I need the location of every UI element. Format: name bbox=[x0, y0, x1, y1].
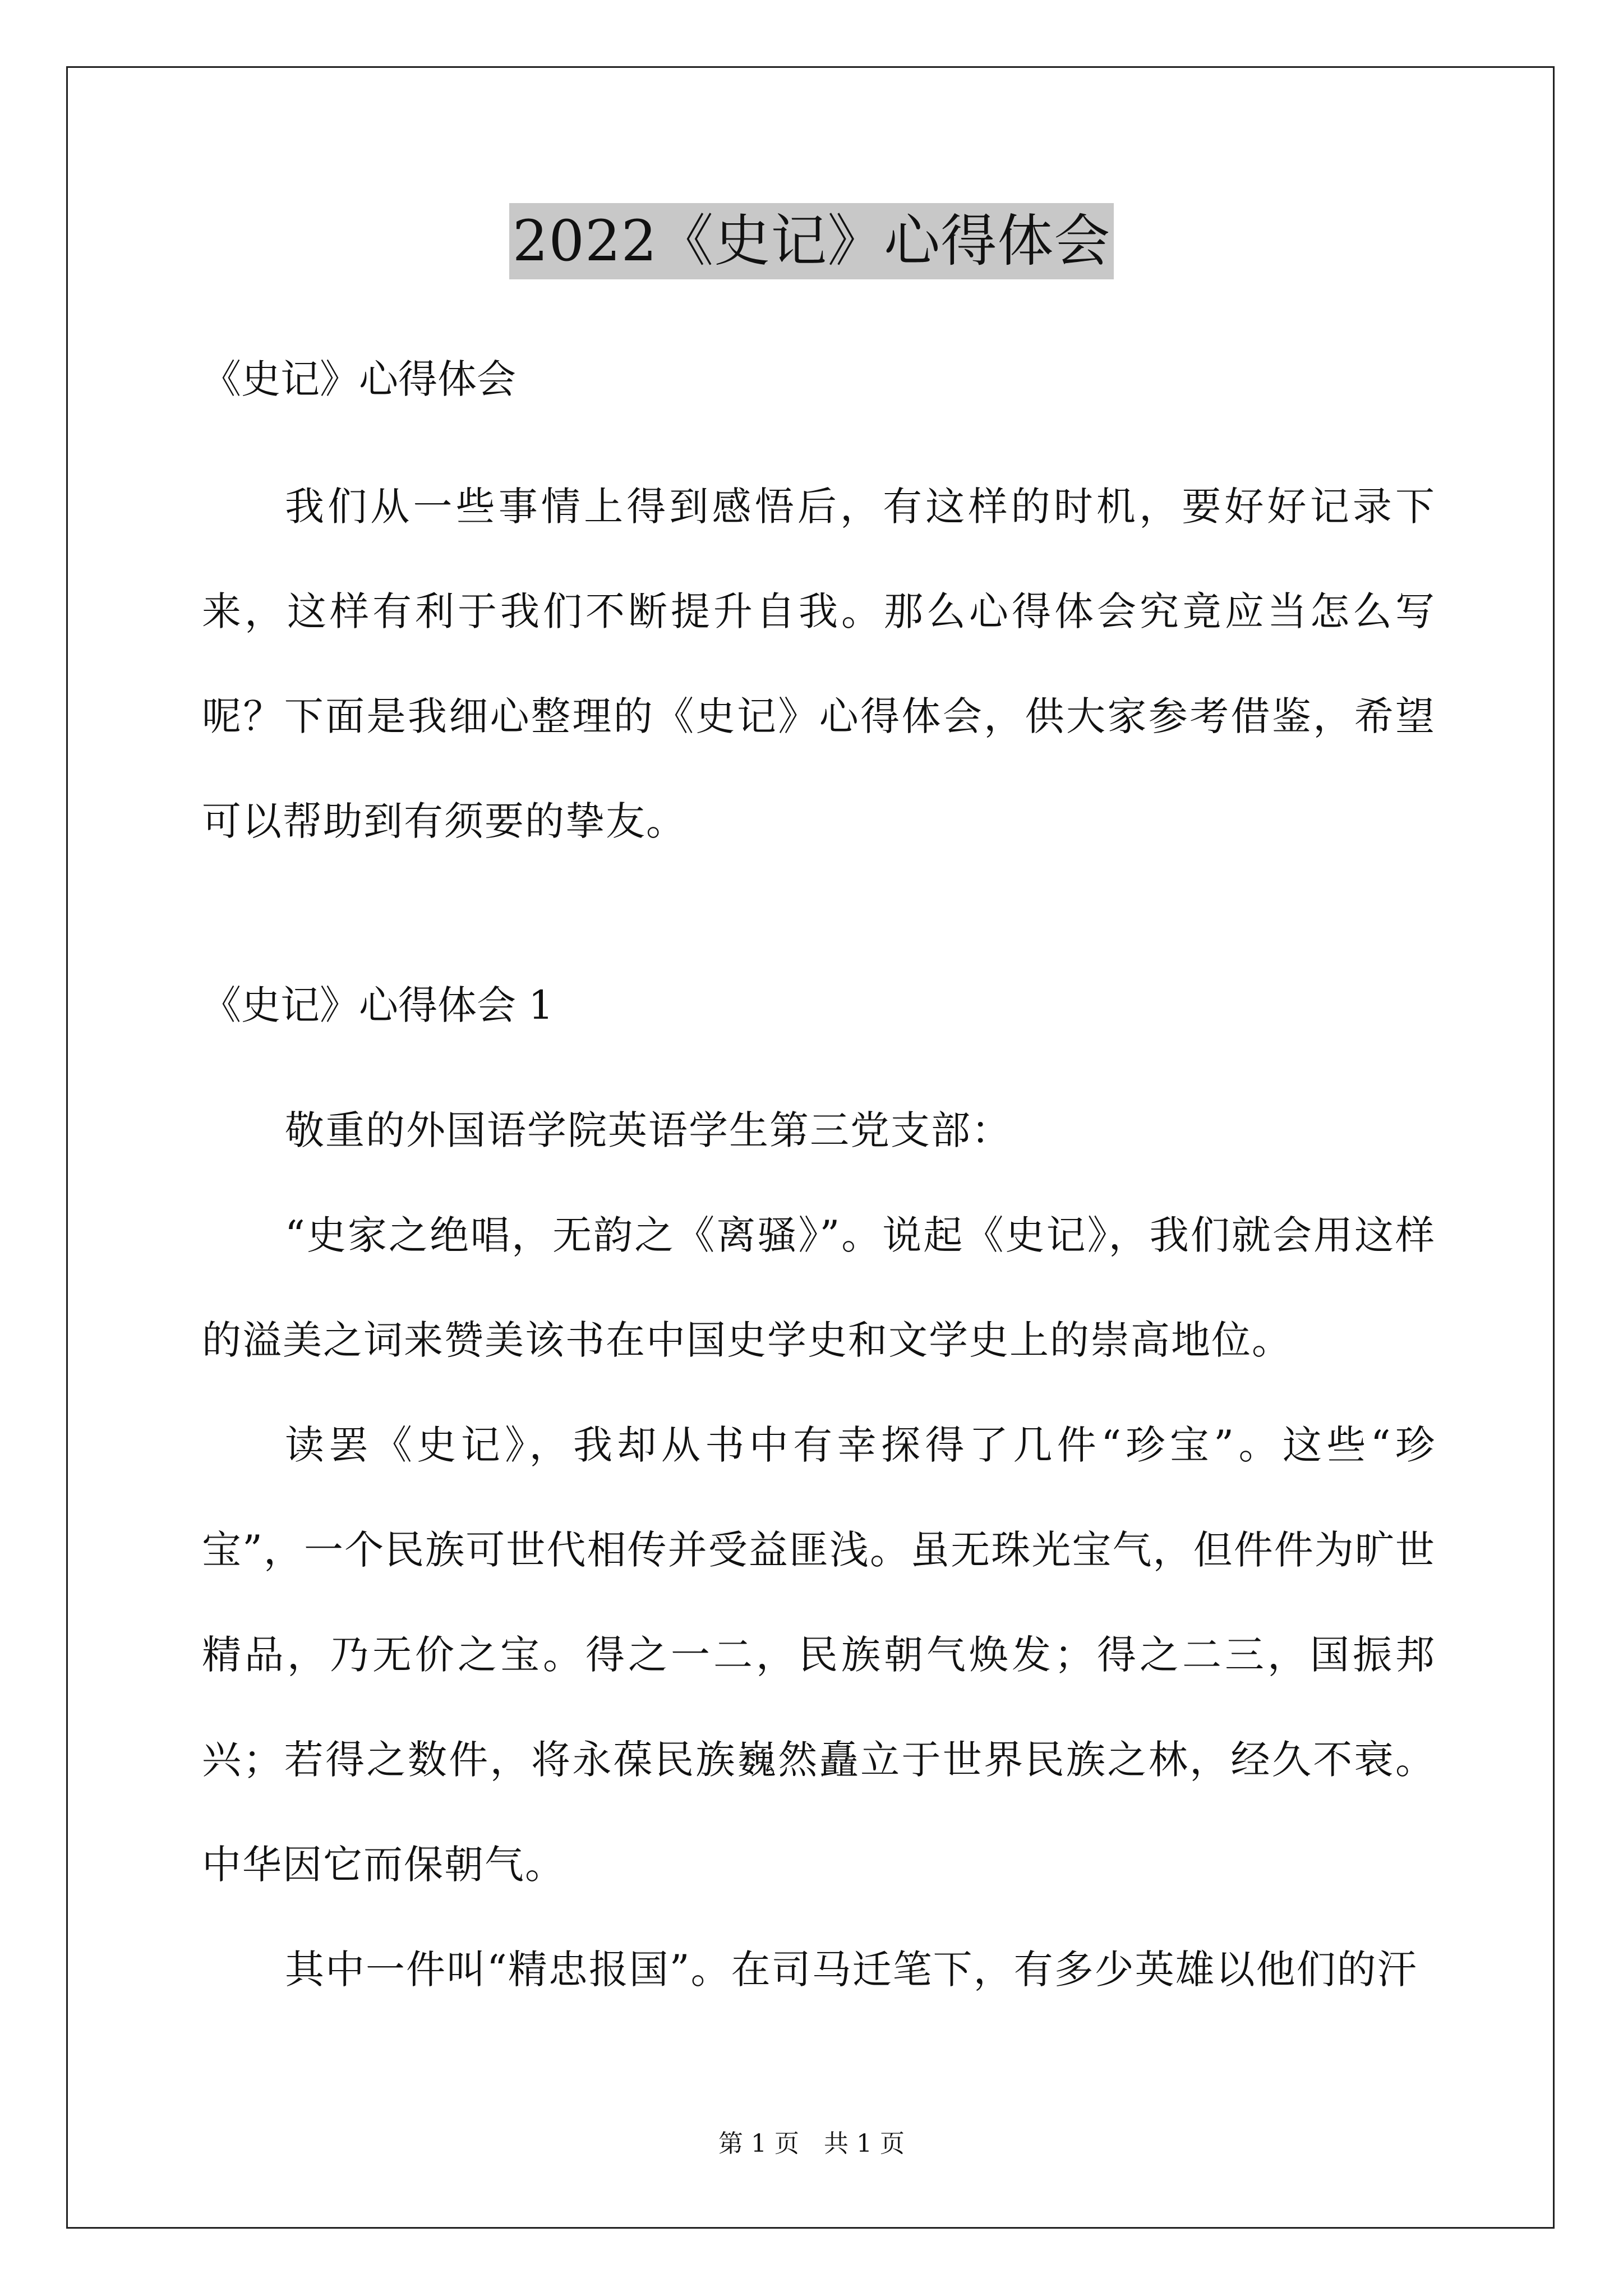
document-body bbox=[202, 348, 1436, 2022]
intro-paragraph: 我们从一些事情上得到感悟后，有这样的时机，要好好记录下来，这样有利于我们不断提升自我。那么心得体会究竟应当怎么写呢？下面是我细心整理的《史记》心得体会，供大家参考借鉴，希望可以帮助到有须要的挚友。 bbox=[202, 484, 1436, 844]
body-paragraph: 读罢《史记》，我却从书中有幸探得了几件“珍宝”。这些“珍宝”，一个民族可世代相传并受益匪浅。虽无珠光宝气，但件件为旷世精品，乃无价之宝。得之一二，民族朝气焕发；得之二三，国振邦兴；若得之数件，将永葆民族巍然矗立于世界民族之林，经久不衰。中华因它而保朝气。 bbox=[202, 1422, 1436, 1888]
body-paragraph: 敬重的外国语学院英语学生第三党支部： bbox=[285, 1107, 1012, 1153]
page-number: 第 1 页 bbox=[718, 2129, 799, 2158]
page-total: 共 1 页 bbox=[824, 2129, 905, 2158]
title-container bbox=[0, 203, 1623, 279]
section-heading: 《史记》心得体会 1 bbox=[202, 982, 554, 1028]
intro-heading: 《史记》心得体会 bbox=[202, 356, 516, 402]
body-paragraph: 其中一件叫“精忠报国”。在司马迁笔下，有多少英雄以他们的汗 bbox=[285, 1947, 1418, 1993]
body-paragraph: “史家之绝唱，无韵之《离骚》”。说起《史记》，我们就会用这样的溢美之词来赞美该书在中国史学史和文学史上的崇高地位。 bbox=[202, 1212, 1436, 1363]
document-title: 2022《史记》心得体会 bbox=[509, 203, 1114, 279]
page-footer bbox=[0, 2127, 1623, 2161]
